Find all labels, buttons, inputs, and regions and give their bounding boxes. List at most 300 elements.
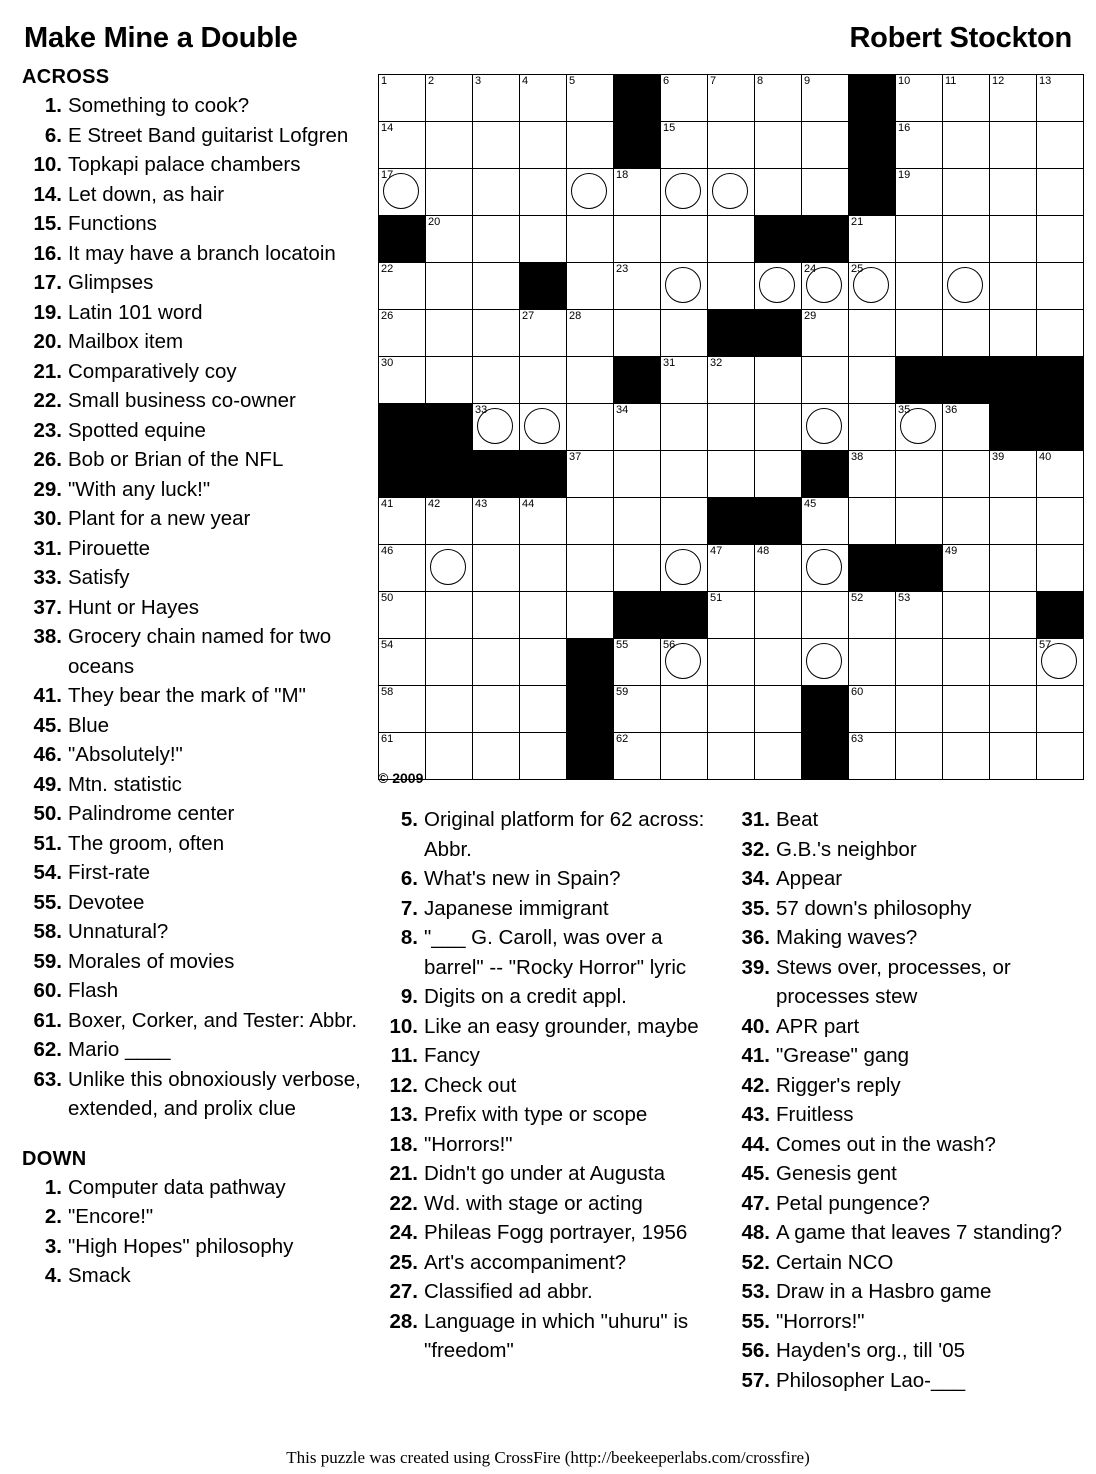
- grid-cell-number: 54: [381, 639, 394, 651]
- grid-cell-number: 18: [616, 169, 629, 181]
- clue-number: 52.: [741, 1250, 770, 1274]
- grid-block-cell: [426, 451, 473, 498]
- clue-item: [730, 1218, 1075, 1248]
- grid-cell[interactable]: [849, 216, 896, 263]
- grid-cell[interactable]: [990, 216, 1037, 263]
- grid-cell[interactable]: [473, 592, 520, 639]
- clue-number: 2.: [44, 1205, 62, 1228]
- grid-cell[interactable]: [943, 686, 990, 733]
- clue-number: 44.: [741, 1132, 770, 1156]
- clue-number: 20.: [33, 330, 62, 353]
- grid-cell[interactable]: [896, 169, 943, 216]
- grid-cell[interactable]: [896, 216, 943, 263]
- grid-cell[interactable]: [473, 263, 520, 310]
- grid-cell[interactable]: [661, 498, 708, 545]
- clue-text: "With any luck!": [68, 477, 211, 501]
- clue-number: 16.: [33, 241, 62, 265]
- grid-cell[interactable]: [1037, 169, 1084, 216]
- grid-cell[interactable]: [943, 169, 990, 216]
- grid-cell-number: 10: [898, 75, 911, 87]
- grid-cell[interactable]: [708, 733, 755, 780]
- clue-item: [22, 1035, 367, 1065]
- grid-cell[interactable]: [849, 592, 896, 639]
- grid-cell[interactable]: [896, 404, 943, 451]
- grid-cell[interactable]: [708, 545, 755, 592]
- grid-cell-number: 47: [710, 545, 723, 557]
- grid-cell[interactable]: [614, 404, 661, 451]
- grid-block-cell: [614, 592, 661, 639]
- grid-cell[interactable]: [473, 122, 520, 169]
- grid-cell[interactable]: [990, 169, 1037, 216]
- grid-cell[interactable]: [614, 545, 661, 592]
- grid-cell[interactable]: [849, 733, 896, 780]
- grid-cell[interactable]: [708, 169, 755, 216]
- grid-cell[interactable]: [379, 263, 426, 310]
- clue-number: 14.: [33, 182, 62, 206]
- clue-text: Blue: [68, 713, 110, 737]
- grid-cell[interactable]: [990, 122, 1037, 169]
- grid-block-cell: [1037, 404, 1084, 451]
- footer-credit: This puzzle was created using CrossFire (http://beekeeperlabs.com/crossfire): [286, 1448, 810, 1467]
- grid-cell[interactable]: [849, 451, 896, 498]
- grid-cell[interactable]: [473, 498, 520, 545]
- clue-text: Classified ad abbr.: [424, 1280, 593, 1303]
- grid-cell[interactable]: [1037, 498, 1084, 545]
- grid-cell[interactable]: [708, 263, 755, 310]
- grid-cell[interactable]: [755, 75, 802, 122]
- grid-cell[interactable]: [990, 686, 1037, 733]
- clue-item: [22, 976, 367, 1006]
- grid-cell[interactable]: [661, 75, 708, 122]
- grid-cell[interactable]: [896, 122, 943, 169]
- grid-cell[interactable]: [943, 733, 990, 780]
- clue-text: Appear: [776, 867, 843, 890]
- grid-cell[interactable]: [849, 686, 896, 733]
- grid-cell[interactable]: [802, 310, 849, 357]
- clue-item: [730, 1159, 1075, 1189]
- clue-number: 41.: [741, 1044, 770, 1067]
- grid-cell[interactable]: [426, 733, 473, 780]
- clue-item: [378, 1277, 718, 1307]
- clue-text: Petal pungence?: [776, 1191, 930, 1215]
- grid-cell-number: 32: [710, 357, 723, 369]
- clue-number: 5.: [400, 808, 418, 831]
- grid-cell[interactable]: [520, 357, 567, 404]
- grid-cell[interactable]: [426, 592, 473, 639]
- clue-item: [22, 681, 367, 711]
- grid-cell-number: 2: [428, 75, 435, 87]
- grid-cell[interactable]: [943, 545, 990, 592]
- grid-cell[interactable]: [802, 498, 849, 545]
- grid-cell[interactable]: [755, 639, 802, 686]
- grid-cell[interactable]: [943, 216, 990, 263]
- grid-cell[interactable]: [896, 639, 943, 686]
- grid-cell[interactable]: [661, 686, 708, 733]
- clue-text: Mailbox item: [68, 330, 184, 353]
- grid-cell[interactable]: [473, 545, 520, 592]
- grid-cell[interactable]: [990, 263, 1037, 310]
- grid-cell[interactable]: [943, 592, 990, 639]
- grid-cell-number: 57: [1039, 639, 1052, 651]
- grid-cell[interactable]: [614, 733, 661, 780]
- grid-cell[interactable]: [426, 639, 473, 686]
- grid-cell[interactable]: [1037, 263, 1084, 310]
- grid-cell[interactable]: [990, 498, 1037, 545]
- clue-number: 27.: [389, 1280, 418, 1303]
- grid-cell[interactable]: [1037, 545, 1084, 592]
- grid-cell[interactable]: [614, 686, 661, 733]
- grid-cell[interactable]: [943, 310, 990, 357]
- grid-cell[interactable]: [1037, 733, 1084, 780]
- grid-cell[interactable]: [426, 216, 473, 263]
- grid-cell[interactable]: [1037, 310, 1084, 357]
- grid-block-cell: [379, 216, 426, 263]
- grid-cell[interactable]: [990, 639, 1037, 686]
- grid-cell[interactable]: [755, 545, 802, 592]
- grid-block-cell: [473, 451, 520, 498]
- grid-cell[interactable]: [614, 451, 661, 498]
- clue-text: "High Hopes" philosophy: [68, 1234, 294, 1258]
- grid-cell-number: 44: [522, 498, 535, 510]
- grid-cell-number: 50: [381, 592, 394, 604]
- grid-cell[interactable]: [802, 592, 849, 639]
- grid-cell[interactable]: [567, 498, 614, 545]
- grid-cell[interactable]: [708, 216, 755, 263]
- grid-cell-number: 21: [851, 216, 864, 228]
- grid-cell[interactable]: [473, 357, 520, 404]
- grid-cell[interactable]: [473, 733, 520, 780]
- grid-cell[interactable]: [520, 75, 567, 122]
- grid-cell[interactable]: [1037, 639, 1084, 686]
- grid-cell[interactable]: [849, 404, 896, 451]
- grid-cell[interactable]: [896, 310, 943, 357]
- clue-text: "Grease" gang: [776, 1044, 910, 1067]
- grid-cell[interactable]: [849, 639, 896, 686]
- grid-block-cell: [614, 75, 661, 122]
- clue-item: [378, 1218, 718, 1248]
- grid-cell[interactable]: [426, 357, 473, 404]
- grid-cell[interactable]: [708, 75, 755, 122]
- grid-row: [379, 451, 1084, 498]
- grid-cell[interactable]: [896, 733, 943, 780]
- clue-item: [378, 805, 718, 864]
- grid-cell[interactable]: [567, 169, 614, 216]
- clue-number: 39.: [741, 955, 770, 979]
- grid-cell[interactable]: [708, 404, 755, 451]
- grid-cell[interactable]: [567, 357, 614, 404]
- grid-cell[interactable]: [896, 686, 943, 733]
- grid-cell[interactable]: [896, 75, 943, 122]
- clue-text: APR part: [776, 1014, 860, 1038]
- grid-cell[interactable]: [567, 75, 614, 122]
- grid-cell[interactable]: [520, 498, 567, 545]
- grid-cell[interactable]: [379, 498, 426, 545]
- grid-cell-number: 56: [663, 639, 676, 651]
- grid-cell[interactable]: [520, 404, 567, 451]
- grid-row: [379, 733, 1084, 780]
- grid-cell[interactable]: [990, 310, 1037, 357]
- grid-block-cell: [379, 404, 426, 451]
- clue-number: 9.: [400, 985, 418, 1008]
- grid-cell[interactable]: [849, 310, 896, 357]
- clue-item: [378, 1012, 718, 1042]
- grid-cell[interactable]: [943, 404, 990, 451]
- clue-text: Rigger's reply: [776, 1073, 901, 1097]
- grid-cell[interactable]: [379, 639, 426, 686]
- clue-text: G.B.'s neighbor: [776, 837, 917, 861]
- grid-cell[interactable]: [802, 545, 849, 592]
- grid-cell[interactable]: [473, 686, 520, 733]
- grid-cell[interactable]: [661, 357, 708, 404]
- grid-cell[interactable]: [755, 592, 802, 639]
- clue-number: 32.: [741, 837, 770, 861]
- grid-cell[interactable]: [943, 639, 990, 686]
- grid-cell-number: 16: [898, 122, 911, 134]
- grid-cell[interactable]: [614, 498, 661, 545]
- grid-cell[interactable]: [896, 451, 943, 498]
- grid-cell[interactable]: [661, 169, 708, 216]
- grid-cell[interactable]: [802, 639, 849, 686]
- grid-cell[interactable]: [943, 122, 990, 169]
- grid-cell[interactable]: [426, 545, 473, 592]
- grid-cell[interactable]: [755, 122, 802, 169]
- clue-item: [730, 1366, 1075, 1396]
- grid-cell[interactable]: [802, 404, 849, 451]
- grid-cell[interactable]: [520, 216, 567, 263]
- grid-cell-number: 45: [804, 498, 817, 510]
- grid-cell[interactable]: [661, 733, 708, 780]
- grid-block-cell: [990, 404, 1037, 451]
- grid-cell[interactable]: [708, 122, 755, 169]
- clue-text: Palindrome center: [68, 802, 235, 825]
- grid-cell[interactable]: [567, 592, 614, 639]
- grid-cell[interactable]: [473, 404, 520, 451]
- clue-item: [378, 1159, 718, 1189]
- grid-cell[interactable]: [567, 122, 614, 169]
- copyright-notice: © 2009: [378, 770, 424, 786]
- clue-item: [378, 982, 718, 1012]
- grid-row: [379, 404, 1084, 451]
- clue-text: Morales of movies: [68, 949, 235, 973]
- grid-cell[interactable]: [426, 263, 473, 310]
- grid-cell[interactable]: [661, 639, 708, 686]
- crossword-grid[interactable]: [378, 74, 1084, 780]
- grid-cell[interactable]: [614, 263, 661, 310]
- grid-cell[interactable]: [943, 263, 990, 310]
- clue-text: "Horrors!": [776, 1309, 865, 1333]
- grid-cell[interactable]: [473, 639, 520, 686]
- clue-item: [378, 1071, 718, 1101]
- grid-cell[interactable]: [896, 498, 943, 545]
- grid-cell[interactable]: [802, 357, 849, 404]
- clue-number: 10.: [33, 153, 62, 176]
- grid-cell[interactable]: [849, 263, 896, 310]
- grid-cell[interactable]: [661, 310, 708, 357]
- clue-number: 40.: [741, 1014, 770, 1038]
- grid-block-cell: [520, 451, 567, 498]
- grid-cell[interactable]: [755, 169, 802, 216]
- grid-cell[interactable]: [1037, 75, 1084, 122]
- grid-cell-number: 34: [616, 404, 629, 416]
- grid-cell[interactable]: [379, 75, 426, 122]
- grid-cell[interactable]: [943, 498, 990, 545]
- grid-cell[interactable]: [849, 498, 896, 545]
- grid-cell[interactable]: [708, 357, 755, 404]
- grid-cell[interactable]: [990, 733, 1037, 780]
- clue-number: 46.: [33, 743, 62, 766]
- grid-cell[interactable]: [802, 75, 849, 122]
- clue-number: 57.: [741, 1368, 770, 1392]
- clue-text: What's new in Spain?: [424, 867, 621, 890]
- grid-cell[interactable]: [379, 357, 426, 404]
- grid-cell[interactable]: [990, 545, 1037, 592]
- grid-cell[interactable]: [755, 404, 802, 451]
- grid-cell[interactable]: [943, 75, 990, 122]
- clue-text: Mtn. statistic: [68, 772, 182, 796]
- grid-cell[interactable]: [802, 169, 849, 216]
- grid-cell[interactable]: [379, 122, 426, 169]
- clue-item: [22, 475, 367, 505]
- grid-block-cell: [614, 122, 661, 169]
- grid-cell[interactable]: [708, 639, 755, 686]
- clue-number: 7.: [400, 896, 418, 920]
- clue-text: Digits on a credit appl.: [424, 985, 627, 1008]
- grid-cell[interactable]: [708, 451, 755, 498]
- grid-cell[interactable]: [1037, 122, 1084, 169]
- grid-cell[interactable]: [708, 592, 755, 639]
- grid-cell[interactable]: [567, 263, 614, 310]
- circle-marker-icon: [524, 408, 560, 444]
- clue-text: Grocery chain named for two oceans: [68, 625, 332, 678]
- grid-cell[interactable]: [990, 75, 1037, 122]
- page-header: [24, 22, 1072, 62]
- grid-cell-number: 36: [945, 404, 958, 416]
- grid-cell[interactable]: [426, 75, 473, 122]
- clue-item: [22, 563, 367, 593]
- grid-block-cell: [1037, 592, 1084, 639]
- grid-cell[interactable]: [1037, 216, 1084, 263]
- clue-item: [730, 864, 1075, 894]
- grid-cell[interactable]: [567, 310, 614, 357]
- grid-cell[interactable]: [520, 545, 567, 592]
- grid-cell[interactable]: [708, 686, 755, 733]
- across-clue-list: [22, 91, 367, 1124]
- grid-cell[interactable]: [426, 169, 473, 216]
- down-clue-list-part3: [730, 805, 1075, 1395]
- grid-cell[interactable]: [473, 75, 520, 122]
- clue-item: [22, 770, 367, 800]
- grid-cell[interactable]: [520, 733, 567, 780]
- grid-cell[interactable]: [426, 498, 473, 545]
- grid-cell[interactable]: [473, 310, 520, 357]
- clue-text: Boxer, Corker, and Tester: Abbr.: [68, 1008, 358, 1032]
- grid-cell[interactable]: [661, 263, 708, 310]
- grid-cell[interactable]: [426, 310, 473, 357]
- grid-cell[interactable]: [520, 169, 567, 216]
- grid-cell[interactable]: [520, 310, 567, 357]
- grid-cell[interactable]: [755, 357, 802, 404]
- grid-cell[interactable]: [614, 310, 661, 357]
- grid-cell[interactable]: [614, 216, 661, 263]
- grid-cell[interactable]: [426, 686, 473, 733]
- grid-cell[interactable]: [802, 122, 849, 169]
- grid-cell[interactable]: [614, 639, 661, 686]
- grid-cell-number: 55: [616, 639, 629, 651]
- grid-cell[interactable]: [379, 686, 426, 733]
- grid-cell-number: 35: [898, 404, 911, 416]
- grid-row: [379, 545, 1084, 592]
- grid-cell[interactable]: [426, 122, 473, 169]
- grid-cell-number: 37: [569, 451, 582, 463]
- grid-cell[interactable]: [520, 686, 567, 733]
- grid-cell-number: 48: [757, 545, 770, 557]
- clue-number: 48.: [741, 1221, 770, 1244]
- grid-cell[interactable]: [379, 545, 426, 592]
- clue-number: 53.: [741, 1280, 770, 1303]
- clue-item: [22, 1065, 367, 1124]
- grid-cell[interactable]: [990, 451, 1037, 498]
- grid-cell[interactable]: [567, 545, 614, 592]
- clue-item: [22, 799, 367, 829]
- grid-cell[interactable]: [990, 592, 1037, 639]
- clue-number: 22.: [389, 1191, 418, 1215]
- grid-cell[interactable]: [379, 310, 426, 357]
- grid-cell[interactable]: [520, 592, 567, 639]
- clue-number: 37.: [33, 595, 62, 619]
- grid-block-cell: [755, 498, 802, 545]
- grid-cell[interactable]: [520, 639, 567, 686]
- grid-cell[interactable]: [755, 451, 802, 498]
- grid-cell[interactable]: [755, 733, 802, 780]
- grid-cell[interactable]: [1037, 686, 1084, 733]
- grid-cell[interactable]: [661, 216, 708, 263]
- grid-cell[interactable]: [473, 216, 520, 263]
- across-heading: ACROSS: [22, 66, 110, 88]
- grid-cell[interactable]: [896, 263, 943, 310]
- grid-cell[interactable]: [567, 451, 614, 498]
- clue-item: [378, 923, 718, 982]
- clue-text: Flash: [68, 979, 119, 1002]
- grid-cell[interactable]: [896, 592, 943, 639]
- grid-cell[interactable]: [802, 263, 849, 310]
- grid-cell[interactable]: [755, 263, 802, 310]
- clue-item: [730, 1336, 1075, 1366]
- grid-cell-number: 27: [522, 310, 535, 322]
- grid-cell[interactable]: [661, 451, 708, 498]
- down-clues-column-3: [730, 805, 1075, 1395]
- grid-cell[interactable]: [567, 404, 614, 451]
- clue-item: [378, 1130, 718, 1160]
- grid-cell[interactable]: [379, 592, 426, 639]
- grid-cell[interactable]: [755, 686, 802, 733]
- grid-cell[interactable]: [567, 216, 614, 263]
- grid-block-cell: [896, 357, 943, 404]
- grid-cell[interactable]: [614, 169, 661, 216]
- grid-cell[interactable]: [661, 122, 708, 169]
- grid-cell[interactable]: [473, 169, 520, 216]
- clue-item: [22, 1232, 367, 1262]
- grid-cell[interactable]: [379, 169, 426, 216]
- grid-cell[interactable]: [661, 404, 708, 451]
- grid-cell[interactable]: [661, 545, 708, 592]
- clue-number: 3.: [44, 1234, 62, 1258]
- clue-item: [22, 1006, 367, 1036]
- grid-cell[interactable]: [1037, 451, 1084, 498]
- grid-cell[interactable]: [943, 451, 990, 498]
- clue-number: 33.: [33, 566, 62, 589]
- grid-cell[interactable]: [849, 357, 896, 404]
- grid-cell[interactable]: [520, 122, 567, 169]
